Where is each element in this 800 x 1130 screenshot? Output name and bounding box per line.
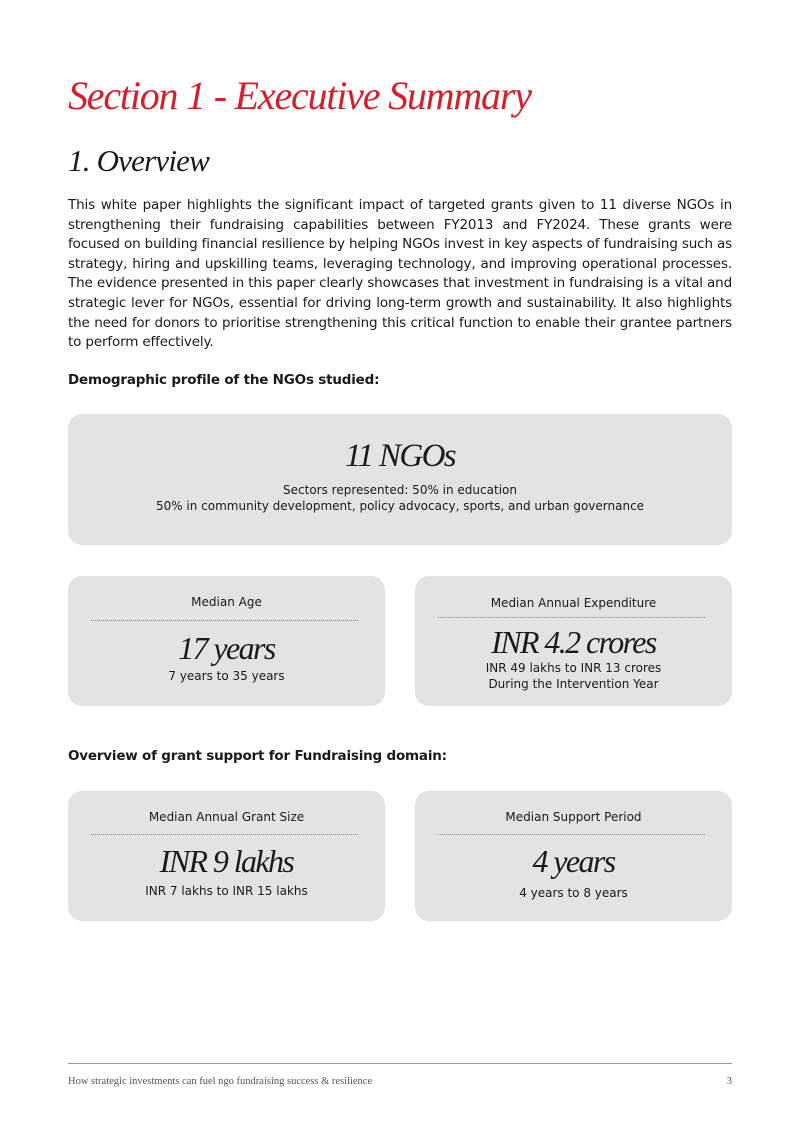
page-number: 3 [726, 1076, 732, 1087]
median-grant-value: INR 9 lakhs [159, 843, 294, 879]
median-grant-label: Median Annual Grant Size [148, 810, 305, 824]
ngo-sectors-line-2: 50% in community development, policy advocacy, sports, and urban governance [155, 499, 645, 513]
footer-divider [68, 1063, 732, 1064]
median-age-range: 7 years to 35 years [168, 669, 285, 683]
overview-heading: 1. Overview [68, 143, 209, 178]
grant-support-heading: Overview of grant support for Fundraising domain: [68, 748, 447, 764]
median-age-label: Median Age [191, 595, 262, 609]
ngo-sectors-line-1: Sectors represented: 50% in education [283, 483, 517, 497]
section-title: Section 1 - Executive Summary [68, 73, 531, 118]
median-age-divider [91, 620, 358, 621]
overview-paragraph: This white paper highlights the significant impact of targeted grants given to 11 diverse NGOs in strengthening their fundraising capabilities between FY2013 and FY2024. These grants were focused on building financial resilience by helping NGOs invest in key aspects of fundraising such as strategy, hiring and upskilling teams, leveraging technology, and improving operational processes. The evidence presented in this paper clearly showcases that investment in fundraising is a vital and strategic lever for NGOs, essential for driving long-term growth and sustainability. It also highlights the need for donors to prioritise strengthening this critical function to enable their grantee partners to perform effectively. [68, 197, 732, 351]
median-period-divider [438, 834, 705, 835]
median-expenditure-note: During the Intervention Year [488, 677, 659, 691]
footer-title: How strategic investments can fuel ngo fundraising success & resilience [68, 1076, 373, 1087]
median-period-card [415, 791, 732, 921]
median-grant-range: INR 7 lakhs to INR 15 lakhs [145, 884, 308, 898]
median-period-value: 4 years [532, 843, 615, 879]
median-expenditure-card [415, 576, 732, 706]
median-age-card [68, 576, 385, 706]
median-period-range: 4 years to 8 years [519, 886, 628, 900]
ngo-count-value: 11 NGOs [344, 438, 456, 474]
ngo-count-card [68, 414, 732, 545]
median-expenditure-divider [438, 617, 705, 618]
median-grant-card [68, 791, 385, 921]
demographic-heading: Demographic profile of the NGOs studied: [68, 372, 380, 388]
median-period-label: Median Support Period [505, 810, 642, 824]
median-expenditure-range: INR 49 lakhs to INR 13 crores [485, 661, 662, 675]
median-expenditure-value: INR 4.2 crores [491, 624, 656, 660]
median-expenditure-label: Median Annual Expenditure [490, 596, 657, 610]
median-grant-divider [91, 834, 358, 835]
median-age-value: 17 years [178, 630, 275, 666]
